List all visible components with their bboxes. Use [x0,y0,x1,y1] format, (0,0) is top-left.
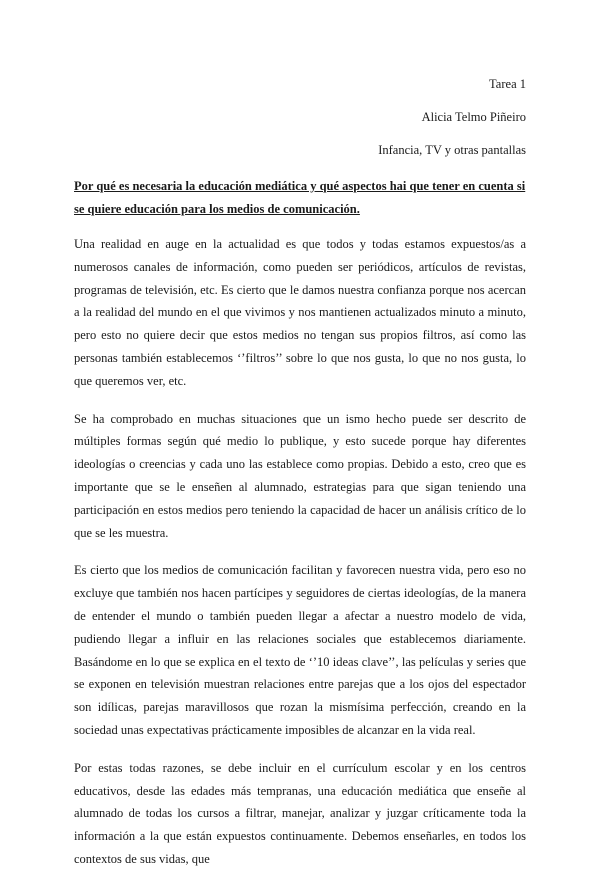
paragraph-4: Por estas todas razones, se debe incluir en el currículum escolar y en los centros educativos, desde las edades más tempranas, una educación mediática que enseñe al alumnado de todas los cursos a filtrar, manejar, analizar y juzgar críticamente toda la información a la que están expuestos continuamente. Debemos enseñarles, en todos los contextos de sus vidas, que [74,760,526,866]
paragraph-2: Se ha comprobado en muchas situaciones que un ismo hecho puede ser descrito de múltiples formas según qué medio lo publique, y esto sucede porque hay diferentes ideologías o creencias y cada uno las establece como propias. Debido a esto, creo que es importante que se le enseñen al alumnado, estrategias para que sigan teniendo una participación en estos medios pero teniendo la capacidad de hacer un análisis crítico de lo que se les muestra. [74,411,526,540]
paragraph-1: Una realidad en auge en la actualidad es que todos y todas estamos expuestos/as a numerosos canales de información, como pueden ser periódicos, artículos de revistas, programas de televisión, etc. Es cierto que le damos nuestra confianza porque nos acercan a la realidad del mundo en el que vivimos y nos mantienen actualizados minuto a minuto, pero esto no quiere decir que estos medios no tengan sus propios filtros, así como las personas también establecemos ‘’filtros’’ sobre lo que nos gusta, lo que no nos gusta, lo que queremos ver, etc. [74,237,526,388]
task-label: Tarea 1 [489,77,526,91]
author-name: Alicia Telmo Piñeiro [421,110,526,124]
paragraph-3: Es cierto que los medios de comunicación facilitan y favorecen nuestra vida, pero eso no excluye que también nos hacen partícipes y seguidores de ciertas ideologías, de la manera de entender el mundo o también pueden llegar a afectar a nuestro modelo de vida, pudiendo llegar a influir en las relaciones sociales que establecemos diariamente. Basándome en lo que se explica en el texto de ‘’10 ideas clave’’, las películas y series que se exponen en televisión muestran relaciones entre parejas que a los ojos del espectador son idílicas, parejas maravillosos que rozan la mismísima perfección, creando en la sociedad unas expectativas prácticamente imposibles de alcanzar en la vida real. [74,563,526,737]
document-header [74,76,526,158]
document-title: Por qué es necesaria la educación mediática y qué aspectos hai que tener en cuenta si se quiere educación para los medios de comunicación. [74,179,526,216]
course-name: Infancia, TV y otras pantallas [378,143,526,157]
